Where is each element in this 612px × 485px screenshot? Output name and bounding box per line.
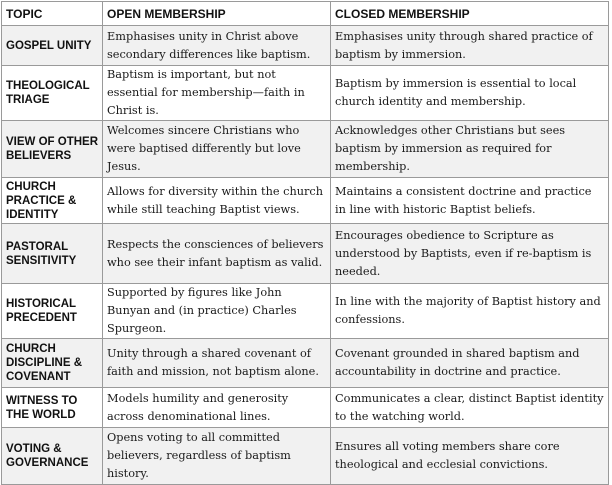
open-cell: Respects the consciences of believers who see their infant baptism as valid. — [103, 224, 331, 284]
table-row — [2, 388, 609, 428]
open-cell: Baptism is important, but not essential for membership—faith in Christ is. — [103, 66, 331, 121]
closed-cell: Baptism by immersion is essential to local church identity and membership. — [331, 66, 609, 121]
topic-cell: WITNESS TO THE WORLD — [2, 388, 103, 428]
topic-cell: PASTORAL SENSITIVITY — [2, 224, 103, 284]
closed-cell: In line with the majority of Baptist history and confessions. — [331, 284, 609, 339]
table-row — [2, 66, 609, 121]
open-cell: Models humility and generosity across denominational lines. — [103, 388, 331, 428]
closed-cell: Ensures all voting members share core theological and ecclesial convictions. — [331, 428, 609, 485]
table-row — [2, 178, 609, 224]
table-row — [2, 428, 609, 485]
closed-cell: Maintains a consistent doctrine and practice in line with historic Baptist beliefs. — [331, 178, 609, 224]
open-cell: Allows for diversity within the church while still teaching Baptist views. — [103, 178, 331, 224]
table-row — [2, 121, 609, 178]
closed-cell: Encourages obedience to Scripture as understood by Baptists, even if re-baptism is needed. — [331, 224, 609, 284]
open-cell: Supported by figures like John Bunyan and (in practice) Charles Spurgeon. — [103, 284, 331, 339]
header-row — [2, 2, 609, 26]
closed-cell: Acknowledges other Christians but sees baptism by immersion as required for membership. — [331, 121, 609, 178]
table-row — [2, 224, 609, 284]
open-cell: Opens voting to all committed believers, regardless of baptism history. — [103, 428, 331, 485]
header-closed-membership: CLOSED MEMBERSHIP — [331, 2, 609, 26]
table-row — [2, 26, 609, 66]
open-cell: Emphasises unity in Christ above secondary differences like baptism. — [103, 26, 331, 66]
table-row — [2, 339, 609, 388]
closed-cell: Communicates a clear, distinct Baptist identity to the watching world. — [331, 388, 609, 428]
topic-cell: VOTING & GOVERNANCE — [2, 428, 103, 485]
header-topic: TOPIC — [2, 2, 103, 26]
topic-cell: GOSPEL UNITY — [2, 26, 103, 66]
header-open-membership: OPEN MEMBERSHIP — [103, 2, 331, 26]
closed-cell: Covenant grounded in shared baptism and accountability in doctrine and practice. — [331, 339, 609, 388]
closed-cell: Emphasises unity through shared practice of baptism by immersion. — [331, 26, 609, 66]
topic-cell: CHURCH PRACTICE & IDENTITY — [2, 178, 103, 224]
table-row — [2, 284, 609, 339]
topic-cell: CHURCH DISCIPLINE & COVENANT — [2, 339, 103, 388]
topic-cell: VIEW OF OTHER BELIEVERS — [2, 121, 103, 178]
comparison-table — [1, 1, 609, 485]
open-cell: Unity through a shared covenant of faith and mission, not baptism alone. — [103, 339, 331, 388]
open-cell: Welcomes sincere Christians who were baptised differently but love Jesus. — [103, 121, 331, 178]
topic-cell: HISTORICAL PRECEDENT — [2, 284, 103, 339]
topic-cell: THEOLOGICAL TRIAGE — [2, 66, 103, 121]
